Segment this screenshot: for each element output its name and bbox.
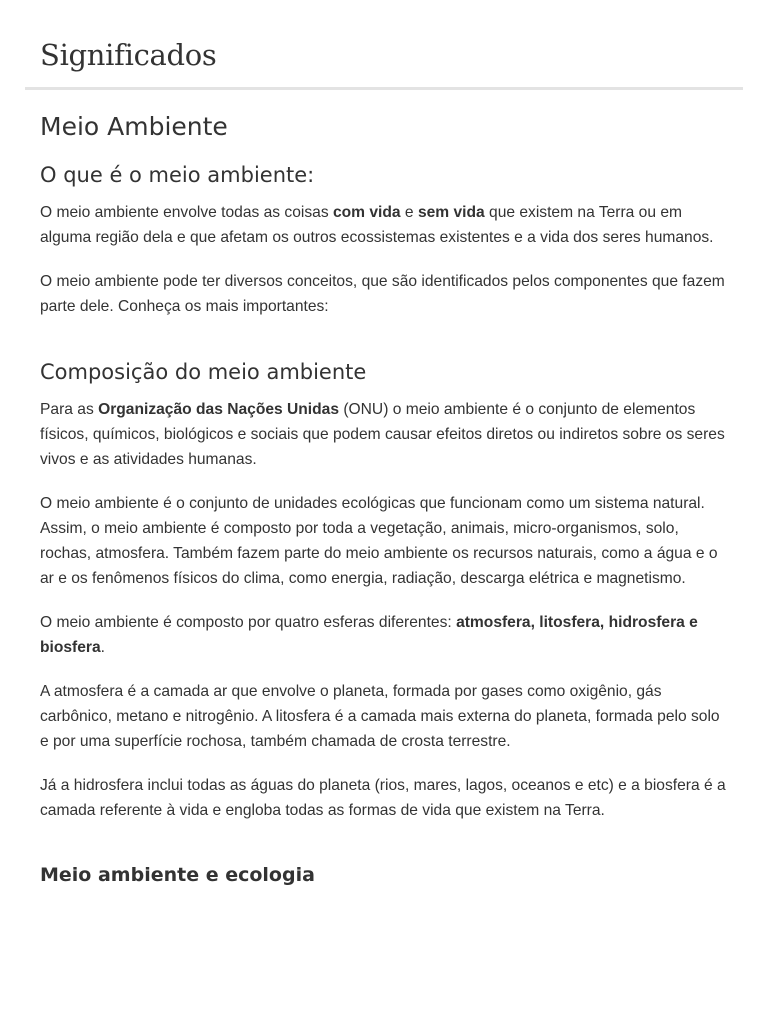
paragraph-definition-1 (40, 200, 732, 250)
article-title: Meio Ambiente (40, 112, 228, 141)
paragraph-composition-2: O meio ambiente é o conjunto de unidades ecológicas que funcionam como um sistema natural. Assim, o meio ambiente é composto por toda a vegetação, animais, micro-organismos, solo, rochas, atmosfera. Também fazem parte do meio ambiente os recursos naturais, como a água e o ar e os fenômenos físicos do clima, como energia, radiação, descarga elétrica e magnetismo. (40, 495, 718, 587)
paragraph-composition-1 (40, 397, 732, 472)
text-run: e (400, 204, 418, 221)
text-run: . (100, 639, 106, 656)
section-heading-definition: O que é o meio ambiente: (40, 163, 315, 187)
bold-term: sem vida (417, 204, 485, 221)
bold-term: com vida (332, 204, 401, 221)
section-heading-ecology: Meio ambiente e ecologia (40, 864, 315, 886)
site-logo[interactable]: Significados (40, 38, 217, 72)
bold-term: atmosfera, litosfera, hidrosfera e biosfera (40, 614, 698, 656)
paragraph-composition-4: A atmosfera é a camada ar que envolve o planeta, formada por gases como oxigênio, gás carbônico, metano e nitrogênio. A litosfera é a camada mais externa do planeta, formada pelo solo e por uma superfície rochosa, também chamada de crosta terrestre. (40, 683, 720, 750)
paragraph-composition-3 (40, 610, 732, 660)
site-header (25, 0, 743, 90)
text-run: que existem na Terra ou em alguma região dela e que afetam os outros ecossistemas existentes e a vida dos seres humanos. (40, 204, 714, 246)
bold-term: Organização das Nações Unidas (98, 401, 340, 418)
text-run: O meio ambiente é composto por quatro esferas diferentes: (40, 614, 457, 631)
text-run: Para as (40, 401, 99, 418)
paragraph-definition-2: O meio ambiente pode ter diversos conceitos, que são identificados pelos componentes que fazem parte dele. Conheça os mais importantes: (40, 273, 725, 315)
section-heading-composition: Composição do meio ambiente (40, 360, 367, 384)
paragraph-composition-5: Já a hidrosfera inclui todas as águas do planeta (rios, mares, lagos, oceanos e etc) e a biosfera é a camada referente à vida e engloba todas as formas de vida que existem na Terra. (40, 777, 726, 819)
article-content (40, 112, 732, 887)
text-run: (ONU) o meio ambiente é o conjunto de elementos físicos, químicos, biológicos e sociais que podem causar efeitos diretos ou indiretos sobre os seres vivos e as atividades humanas. (40, 401, 725, 468)
text-run: O meio ambiente envolve todas as coisas (40, 204, 333, 221)
